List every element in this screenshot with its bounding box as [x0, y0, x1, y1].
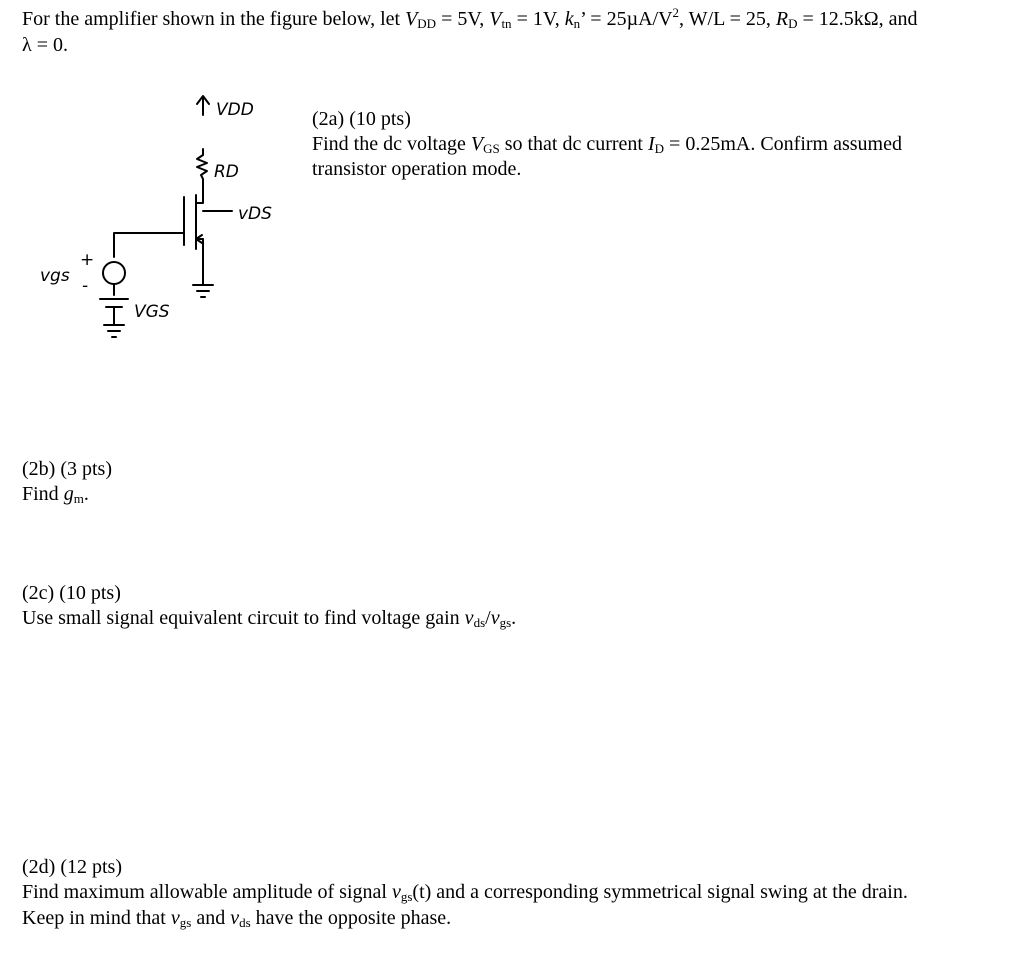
intro-line-1	[22, 6, 918, 32]
q2d-vgs-sub: gs	[400, 889, 413, 904]
q2a-text-c: = 0.25mA. Confirm assumed	[664, 133, 902, 155]
vtn-var: V	[489, 8, 502, 30]
vgs-dc-label: VGS	[134, 302, 170, 322]
q2c-line-1	[22, 605, 516, 631]
q2d-line2-c: have the opposite phase.	[250, 907, 452, 929]
q2a-line-2: transistor operation mode.	[312, 158, 522, 180]
q2a-text-b: so that dc current	[499, 133, 648, 155]
vdd-var: V	[405, 8, 418, 30]
q2b-gm-var: g	[63, 483, 74, 505]
vgs-battery-icon	[100, 299, 128, 307]
q2c-slash: /	[485, 607, 491, 629]
kn-sub: n	[573, 16, 581, 31]
rd-label: RD	[214, 162, 239, 182]
q2d-line2-a: Keep in mind that	[22, 907, 171, 929]
rd-sub: D	[788, 16, 798, 31]
rd-val: = 12.5kΩ, and	[797, 8, 918, 30]
q2a-title: (2a) (10 pts)	[312, 108, 411, 130]
circuit-diagram	[30, 85, 280, 365]
intro-line-2: λ = 0.	[22, 34, 68, 56]
q2b-text-a: Find	[22, 483, 64, 505]
q2c-title: (2c) (10 pts)	[22, 582, 121, 604]
q2d-text-a: Find maximum allowable amplitude of signal	[22, 881, 392, 903]
gate-wire	[114, 233, 184, 257]
q2d-vgs2-var: v	[170, 907, 180, 929]
ground-source-icon	[104, 325, 124, 337]
rd-var: R	[775, 8, 789, 30]
q2a-vgs-var: V	[470, 133, 484, 155]
q2d-vgs2-sub: gs	[179, 915, 192, 930]
q2b-gm-sub: m	[73, 491, 84, 506]
ground-transistor-icon	[193, 285, 213, 297]
q2c-text-b: .	[511, 607, 517, 629]
q2a-line-1	[312, 131, 902, 157]
vds-label: vDS	[238, 204, 272, 224]
mosfet-source	[196, 239, 203, 285]
minus-sign: -	[82, 276, 89, 296]
q2a-text-a: Find the dc voltage	[312, 133, 471, 155]
q2b-title: (2b) (3 pts)	[22, 458, 112, 480]
q2d-line2-b: and	[191, 907, 231, 929]
wl-text: , W/L = 25,	[679, 8, 776, 30]
q2d-line-1	[22, 879, 908, 905]
q2d-vds2-var: v	[230, 907, 240, 929]
q2d-vds2-sub: ds	[239, 915, 251, 930]
q2c-vgs-sub: gs	[499, 615, 512, 630]
vdd-arrow-icon	[197, 96, 209, 115]
q2d-title: (2d) (12 pts)	[22, 856, 122, 878]
q2c-text-a: Use small signal equivalent circuit to find voltage gain	[22, 607, 465, 629]
q2a-id-var: I	[647, 133, 655, 155]
intro-prefix: For the amplifier shown in the figure below, let	[22, 8, 406, 30]
kn-val: ’ = 25µA/V	[580, 8, 673, 30]
q2b-text-b: .	[83, 483, 89, 505]
q2d-vgs-var: v	[391, 881, 401, 903]
vdd-val: = 5V,	[436, 8, 490, 30]
q2d-line-2	[22, 905, 451, 931]
q2c-vgs-var: v	[490, 607, 500, 629]
vdd-sub: DD	[417, 16, 437, 31]
q2d-text-b: (t) and a corresponding symmetrical signal swing at the drain.	[412, 881, 908, 903]
vdd-label: VDD	[216, 100, 254, 120]
vtn-sub: tn	[501, 16, 512, 31]
q2a-id-sub: D	[654, 141, 665, 156]
mosfet-drain	[196, 195, 203, 203]
q2a-vgs-sub: GS	[483, 141, 500, 156]
rd-resistor-icon	[197, 149, 207, 195]
vgs-source-label: vgs	[40, 266, 70, 286]
q2c-vds-var: v	[464, 607, 474, 629]
kn-var: k	[564, 8, 574, 30]
vgs-source-icon	[103, 262, 125, 284]
kn-exp: 2	[672, 5, 680, 20]
q2c-vds-sub: ds	[473, 615, 486, 630]
plus-sign: +	[80, 250, 95, 270]
q2b-line-1	[22, 481, 89, 507]
vtn-val: = 1V,	[511, 8, 565, 30]
